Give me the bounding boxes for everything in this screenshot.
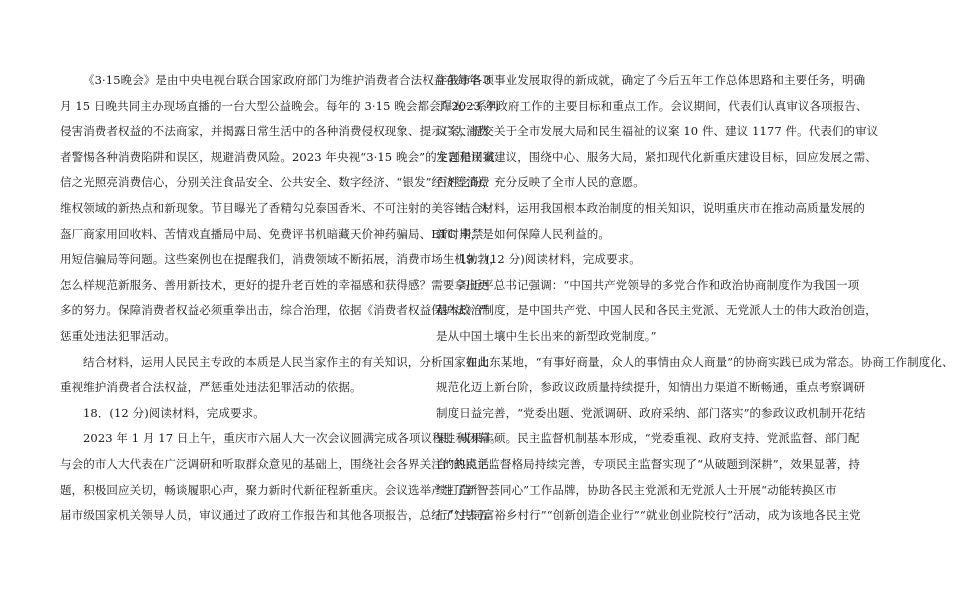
text-line: 月 15 日晚共同主办现场直播的一台大型公益晚会。每年的 3·15 晚会都会曝光一系列 [60, 98, 499, 113]
text-line: 惩重处违法犯罪活动。 [60, 328, 176, 343]
text-line: 发言和议案建议，围绕中心、服务大局，紧扣现代化新重庆建设目标，回应发展之需、 [436, 149, 877, 164]
text-line: 怎么样规范新服务、善用新技术，更好的提升老百姓的幸福感和获得感？需要拿出更 [60, 277, 490, 292]
text-line: 是从中国土壤中生长出来的新型政党制度。” [436, 328, 657, 343]
text-line: 2023 年 1 月 17 日上午，重庆市六届人大一次会议圆满完成各项议程胜利闭幕。 [83, 431, 502, 446]
text-line: 《3·15晚会》是由中央电视台联合国家政府部门为维护消费者合法权益在每年 3 [83, 73, 492, 87]
text-line: 用短信骗局等问题。这些案例也在提醒我们，消费领域不断拓展，消费市场生机勃勃， [60, 252, 501, 267]
text-line: 19．(12 分)阅读材料，完成要求。 [459, 252, 641, 267]
text-line: 续打造“智荟同心”工作品牌，协助各民主党派和无党派人士开展“动能转换区市 [436, 482, 837, 497]
text-line: 制度日益完善，“党委出题、党派调研、政府采纳、部门落实”的参政议政机制开花结 [436, 405, 866, 420]
text-line: 习近平总书记强调：“中国共产党领导的多党合作和政治协商制度作为我国一项 [459, 277, 860, 292]
text-line: 多的努力。保障消费者权益必须重拳出击，综合治理，依据《消费者权益保护法》严 [60, 303, 490, 318]
text-line: 侵害消费者权益的不法商家，并揭露日常生活中的各种消费侵权现象、提示广大消费 [60, 124, 490, 139]
text-line: 结合材料，运用人民民主专政的本质是人民当家作主的有关知识，分析国家如此 [83, 354, 489, 369]
text-line: 果、成果丰硕。民主监督机制基本形成，“党委重视、政府支持、党派监督、部门配 [436, 431, 860, 446]
text-line: 与会的市人大代表在广泛调研和听取群众意见的基础上，围绕社会各界关注的热点话 [60, 456, 490, 471]
text-line: 届市级国家机关领导人员，审议通过了政府工作报告和其他各项报告，总结了过去五 [60, 508, 490, 523]
text-line: 重视维护消费者合法权益，严惩重处违法犯罪活动的依据。 [60, 380, 362, 395]
text-line: 行”“共同富裕乡村行”“创新创造企业行”“就业创业院校行”活动，成为该地各民主党 [436, 508, 861, 523]
right-column [436, 68, 954, 529]
text-line: 年我市各项事业发展取得的新成就，确定了今后五年工作总体思路和主要任务，明确 [436, 73, 866, 87]
text-line: 新时期，是如何保障人民利益的。 [436, 226, 610, 241]
text-line: 盔厂商家用回收料、苦情戏直播局中局、免费评书机暗藏天价神药骗局、ETC 卡禁 [60, 226, 484, 241]
text-line: 维权领域的新热点和新现象。节目曝光了香精勾兑泰国香米、不可注射的美容针、头 [60, 200, 490, 215]
text-line: 了 2023 年政府工作的主要目标和重点工作。会议期间，代表们认真审议各项报告、 [436, 98, 868, 113]
text-line: 者警惕各种消费陷阱和误区，规避消费风险。2023 年央视“3·15 晚会”的主题是用诚 [60, 149, 495, 164]
text-line: 百姓之盼，充分反映了全市人民的意愿。 [436, 175, 645, 190]
text-line: 规范化迈上新台阶，参政议政质量持续提升，知情出力渠道不断畅通，重点考察调研 [436, 380, 866, 395]
text-line: 信之光照亮消费信心，分别关注食品安全、公共安全、数字经济、“银发”经济等消费 [60, 175, 490, 190]
left-column [60, 68, 502, 529]
text-line: 结合材料，运用我国根本政治制度的相关知识，说明重庆市在推动高质量发展的 [459, 200, 865, 215]
text-line: 题，积极回应关切，畅谈履职心声，聚力新时代新征程新重庆。会议选举产生了新一 [60, 482, 490, 497]
text-line: 18．(12 分)阅读材料，完成要求。 [83, 405, 265, 420]
text-line: 合”的民主监督格局持续完善，专项民主监督实现了“从破题到深耕”，效果显著，持 [436, 456, 860, 471]
text-line: 在山东某地，“有事好商量，众人的事情由众人商量”的协商实践已成为常态。协商工作制度化、 [466, 354, 954, 369]
text-line: 基本政治制度，是中国共产党、中国人民和各民主党派、无党派人士的伟大政治创造， [436, 303, 877, 318]
text-line: 议案，提交关于全市发展大局和民生福祉的议案 10 件、建议 1177 件。代表们的审议 [436, 124, 879, 139]
